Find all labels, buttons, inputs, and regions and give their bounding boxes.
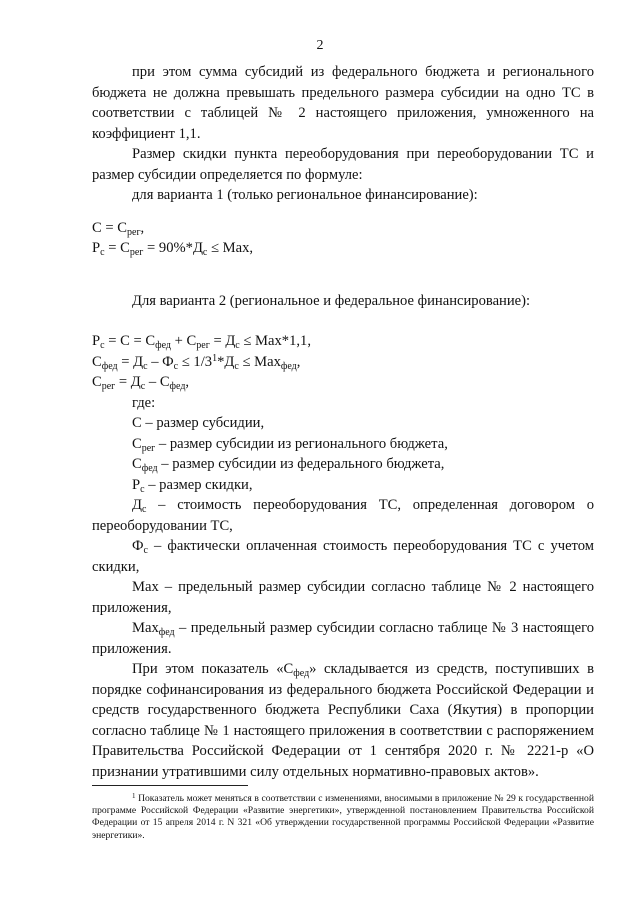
definition-item: С – размер субсидии, [132,415,265,431]
where-label: где: [132,394,156,411]
formula-v1-2: $Р_с = С_{рег} = 90\%*Д_с$ ≤ Max, [92,240,254,258]
definition-item: Max$_{фед}$ – предельный размер субсидии согласно таблице № 3 настоящего приложения. [92,620,594,657]
intro-paragraph: при этом сумма субсидий из федерального бюджета и регионального бюджета не должна превышать предельного размера субсидии на одно ТС в соответствии с таблицей № 2 настоящего приложения, умноженного на коэффициент 1,1. [92,64,594,142]
footnote-ref: 1 [212,352,218,364]
variant1-label: для варианта 1 (только региональное финансирование): [132,187,478,203]
final-paragraph: При этом показатель «$С_{фед}$» складывается из средств, поступивших в порядке софинансирования из федерального бюджета Российской Федерации и средств государственного бюджета Республики Саха (Якутия) в пропорции согласно таблице № 1 настоящего приложения в соответствии с распоряжением Правительства Российской Федерации от 1 сентября 2020 г. № 2221-р «О признании утратившими силу отдельных нормативно-правовых актов». [92,661,595,780]
formula-v2-2: $С_{фед} = Д_с - Ф_с \le 1/3^1*Д_с \le Max_{фед}$, [92,352,301,372]
discount-paragraph: Размер скидки пункта переоборудования при переоборудовании ТС и размер субсидии определяется по формуле: [92,146,594,183]
definition-item: Max – предельный размер субсидии согласно таблице № 2 настоящего приложения, [92,579,594,616]
page-number: 2 [316,38,324,53]
footnote-separator [92,785,248,786]
definition-item: $С_{рег}$ – размер субсидии из регионального бюджета, [132,435,448,454]
definitions-list [92,393,594,660]
definition-item: $Р_с$ – размер скидки, [132,476,253,495]
footnote: $^1$ Показатель может меняться в соответствии с изменениями, вносимыми в приложение № 29 к государственной программе Российской Федерации «Развитие энергетики», утвержденной постановлением Правительства Российской Федерации от 15 апреля 2014 г. N 321 «Об утверждении государственной программы Российской Федерации «Развитие энергетики». [92,792,594,841]
definition-item: $Д_с$ – стоимость переоборудования ТС, определенная договором о переоборудовании ТС, [92,497,594,534]
document-body [92,62,594,782]
footnote-marker: 1 [132,792,136,800]
formula-v2-1: $Р_с = С = С_{фед} + С_{рег} = Д_с \le Max*1,1$, [92,333,311,351]
definition-item: $С_{фед}$ – размер субсидии из федерального бюджета, [132,456,445,474]
variant2-label: Для варианта 2 (региональное и федеральное финансирование): [132,292,531,309]
definition-item: $Ф_с$ – фактически оплаченная стоимость переоборудования ТС с учетом скидки, [92,538,594,575]
formula-v1-1: $С = С_{рег}$, [92,219,145,238]
formula-v2-3: $С_{рег} = Д_с - С_{фед}$, [92,374,190,392]
